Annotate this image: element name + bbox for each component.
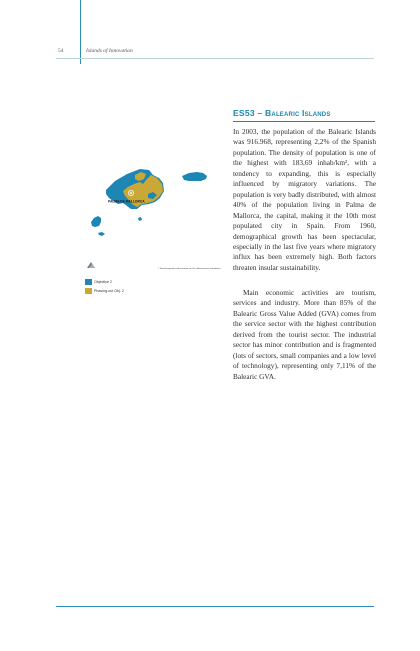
legend-label: Phasing-out Obj. 2: [94, 289, 124, 293]
header-vertical-rule: [80, 0, 81, 64]
legend-label: Objective 2: [94, 280, 112, 284]
cabrera-island: [138, 217, 142, 221]
region-name: Balearic Islands: [265, 108, 331, 118]
balearic-islands-map: [85, 134, 222, 274]
footer-rule: [56, 606, 374, 607]
header-horizontal-rule: [56, 58, 374, 59]
map-legend: [85, 278, 124, 296]
ibiza-island: [91, 216, 101, 227]
region-code: ES53: [233, 108, 255, 118]
page-number: 54: [58, 48, 64, 54]
title-dash: –: [257, 108, 263, 118]
formentera-island: [98, 232, 105, 236]
legend-swatch-gold: [85, 288, 92, 294]
paragraph-population: In 2003, the population of the Balearic Islands was 916.968, representing 2,2% of the Spanish population. The density of population is one of the highest with 183,69 inhab/km², with a tendency to expanding, this is especially influenced by migratory variations. The population is very badly distributed, with almost 40% of the population living in Palma de Mallorca, the capital, making it the 10th most populated city in Spain. From 1960, demographical growth has been spectacular, especially in the last five years where migratory influx has been extremely high. Both factors threaten insular sustainability.: [233, 127, 376, 272]
legend-item-phasing-out: [85, 287, 124, 295]
map-copyright: © EuroGeographics Association for the administrative boundaries: [157, 268, 221, 270]
running-head: Islands of Innovation: [86, 48, 133, 54]
paragraph-economy: Main economic activities are tourism, services and industry. More than 85% of the Balearic Gross Value Added (GVA) comes from the service sector with the highest contribution derived from the tourist sector. The industrial sector has minor contribution and is fragmented (lots of sectors, small companies and a low level of technology), representing only 7,11% of the Balearic GVA.: [233, 288, 376, 381]
legend-swatch-blue: [85, 279, 92, 285]
menorca-island: [182, 172, 207, 181]
legend-item-objective-2: [85, 278, 124, 286]
section-title: [233, 108, 331, 118]
title-underline: [233, 121, 375, 122]
city-label: PALMA DE MALLORCA: [108, 199, 145, 204]
